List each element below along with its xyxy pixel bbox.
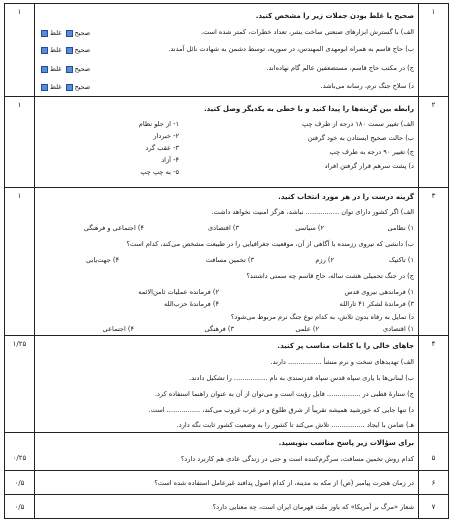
question-2-content bbox=[39, 97, 414, 187]
option[interactable]: ۳) فرهنگی bbox=[204, 325, 234, 333]
question-score: ۰/۵ bbox=[5, 495, 35, 518]
match-left-item: ج) تغییر ۹۰ درجه به طرف چپ bbox=[329, 148, 414, 156]
match-right-item: ۱- از جلو نظام bbox=[138, 120, 179, 128]
fill-blank-item: ج) ستارهٔ قطبی در ................ قابل رؤیت است و می‌توان از آن به عنوان راهنما استفاده کرد. bbox=[154, 390, 414, 398]
question-5-content bbox=[39, 433, 414, 470]
fill-blank-item: د) تنها جایی که خورشید همیشه تقریباً از شرق طلوع و در غرب غروب می‌کند، ................ است. bbox=[148, 406, 414, 414]
checkbox-icon[interactable] bbox=[66, 30, 73, 37]
checkbox-icon[interactable] bbox=[66, 84, 73, 91]
question-score: ۱/۲۵ bbox=[5, 336, 35, 432]
option[interactable]: ۴) اجتماعی bbox=[102, 325, 134, 333]
question-text: در زمان هجرت پیامبر (ص) از مکه به مدینه، از کدام اصول پدافند غیرعامل استفاده شده است؟ bbox=[154, 479, 414, 487]
exam-sheet bbox=[4, 3, 449, 519]
match-right-item: ۵- به چپ چپ bbox=[140, 168, 179, 176]
question-7-row bbox=[5, 495, 448, 518]
question-number: ۱ bbox=[418, 4, 448, 96]
question-7-content bbox=[39, 495, 414, 518]
question-number: ۲ bbox=[418, 97, 448, 187]
true-false-choice[interactable] bbox=[39, 65, 90, 73]
question-title: رابطه بین گزینه‌ها را پیدا کنید و با خطی به یکدیگر وصل کنید. bbox=[203, 105, 414, 113]
option[interactable]: ۲) علمی bbox=[295, 325, 319, 333]
question-stem: د) تمایل به رفاه بدون تلاش، به کدام نوع جنگ نرم مربوط می‌شود؟ bbox=[230, 313, 414, 321]
true-false-choice[interactable] bbox=[39, 46, 90, 54]
true-label: صحیح bbox=[74, 83, 91, 91]
false-label: غلط bbox=[50, 83, 62, 91]
question-number: ۷ bbox=[418, 495, 448, 518]
true-false-choice[interactable] bbox=[39, 29, 90, 37]
false-label: غلط bbox=[50, 46, 62, 54]
checkbox-icon[interactable] bbox=[66, 47, 73, 54]
question-title: جاهای خالی را با کلمات مناسب پر کنید. bbox=[277, 342, 414, 350]
checkbox-icon[interactable] bbox=[41, 30, 48, 37]
question-stem: ج) در جنگ تحمیلی هشت ساله، حاج قاسم چه سمتی داشتند؟ bbox=[246, 272, 414, 280]
option[interactable]: ۴) جهت‌یابی bbox=[86, 256, 119, 264]
statement: الف) با گسترش ابزارهای صنعتی ساخت بشر، تعداد خطرات، کمتر شده است. bbox=[200, 28, 414, 36]
question-score: ۰/۲۵ bbox=[5, 433, 35, 470]
match-left-item: ب) حالت صحیح ایستادن به خود گرفتن bbox=[307, 134, 414, 142]
question-1-row bbox=[5, 4, 448, 97]
fill-blank-item: الف) تهدیدهای سخت و نرم منشأ ................ دارند. bbox=[270, 358, 414, 366]
true-label: صحیح bbox=[74, 29, 91, 37]
option[interactable]: ۲) سیاسی bbox=[295, 224, 324, 232]
question-score: ۰/۵ bbox=[5, 471, 35, 494]
match-right-item: ۳- عقب گرد bbox=[145, 144, 179, 152]
question-number: ۳ bbox=[418, 188, 448, 335]
question-3-content bbox=[39, 188, 414, 335]
match-right-item: ۴- آزاد bbox=[161, 156, 179, 164]
question-3-row bbox=[5, 188, 448, 336]
question-number: ۵ bbox=[418, 433, 448, 470]
question-1-content bbox=[39, 4, 414, 96]
option[interactable]: ۳) اقتصادی bbox=[207, 224, 239, 232]
fill-blank-item: ب) لبنانی‌ها با یاری سپاه قدس سپاه قدرتمندی به نام ................ را تشکیل دادند. bbox=[189, 374, 414, 382]
option[interactable]: ۴) اجتماعی و فرهنگی bbox=[83, 224, 144, 232]
true-false-choice[interactable] bbox=[39, 83, 90, 91]
checkbox-icon[interactable] bbox=[41, 47, 48, 54]
question-title: صحیح یا غلط بودن جملات زیر را مشخص کنید. bbox=[255, 12, 414, 20]
question-stem: ب) دانشی که نیروی رزمنده با آگاهی از آن، موقعیت جغرافیایی را در طبیعت مشخص می‌کند، کدام است؟ bbox=[126, 240, 414, 248]
question-stem: الف) اگر کشور دارای توان ................ نباشد، هرگز امنیت نخواهد داشت. bbox=[211, 208, 414, 216]
false-label: غلط bbox=[50, 29, 62, 37]
fill-blank-item: هـ) ضامن با ایجاد ................ تلاش می‌کند تا کشور را به وضعیت کشور ثابت نگه دارد. bbox=[176, 421, 414, 429]
option[interactable]: ۲) فرمانده عملیات ثامن‌الائمه bbox=[138, 288, 219, 296]
checkbox-icon[interactable] bbox=[41, 84, 48, 91]
option[interactable]: ۲) رزم bbox=[315, 256, 334, 264]
question-6-content bbox=[39, 471, 414, 494]
question-number: ۶ bbox=[418, 471, 448, 494]
question-5-row bbox=[5, 433, 448, 471]
question-title: گزینه درست را در هر مورد انتخاب کنید. bbox=[278, 193, 414, 201]
question-6-row bbox=[5, 471, 448, 495]
statement: ب) حاج قاسم به همراه ابومهدی المهندس، در سوریه، توسط دشمن به شهادت نائل آمدند. bbox=[168, 45, 414, 53]
question-score: ۱ bbox=[5, 188, 35, 335]
question-4-content bbox=[39, 336, 414, 432]
statement: د) سلاح جنگ نرم، رسانه می‌باشد. bbox=[320, 82, 414, 90]
option[interactable]: ۱) تاکتیک bbox=[388, 256, 414, 264]
match-left-item: د) پشت سرهم قرار گرفتن افراد bbox=[324, 162, 414, 170]
checkbox-icon[interactable] bbox=[41, 66, 48, 73]
question-score: ۱ bbox=[5, 4, 35, 96]
question-2-row bbox=[5, 97, 448, 188]
true-label: صحیح bbox=[74, 46, 91, 54]
question-text: شعار «مرگ بر آمریکا» که باور ملت قهرمان ایران است، چه معنایی دارد؟ bbox=[212, 503, 414, 511]
true-label: صحیح bbox=[74, 65, 91, 73]
section-intro: برای سؤالات زیر پاسخ مناسب بنویسید. bbox=[278, 439, 414, 447]
question-4-row bbox=[5, 336, 448, 433]
option[interactable]: ۱) اقتصادی bbox=[382, 325, 414, 333]
false-label: غلط bbox=[50, 65, 62, 73]
match-left-item: الف) تغییر سمت ۱۸۰ درجه از طرف چپ bbox=[301, 120, 414, 128]
option[interactable]: ۳) تخمین مسافت bbox=[205, 256, 254, 264]
option[interactable]: ۴) فرماندهٔ حزب‌الله bbox=[164, 300, 219, 308]
match-right-item: ۲- خبردار bbox=[153, 132, 179, 140]
question-number: ۴ bbox=[418, 336, 448, 432]
option[interactable]: ۱) نظامی bbox=[387, 224, 414, 232]
checkbox-icon[interactable] bbox=[66, 66, 73, 73]
statement: ج) در مکتب حاج قاسم، مستضعفین عالم گام نهاده‌اند. bbox=[266, 64, 414, 72]
option[interactable]: ۳) فرماندهٔ لشکر ۴۱ ثارالله bbox=[339, 300, 414, 308]
option[interactable]: ۱) فرماندهی نیروی قدس bbox=[344, 288, 414, 296]
question-score: ۱ bbox=[5, 97, 35, 187]
question-text: کدام روش تخمین مسافت، سرگرم‌کننده است و حتی در زندگی عادی هم کاربرد دارد؟ bbox=[180, 455, 414, 463]
